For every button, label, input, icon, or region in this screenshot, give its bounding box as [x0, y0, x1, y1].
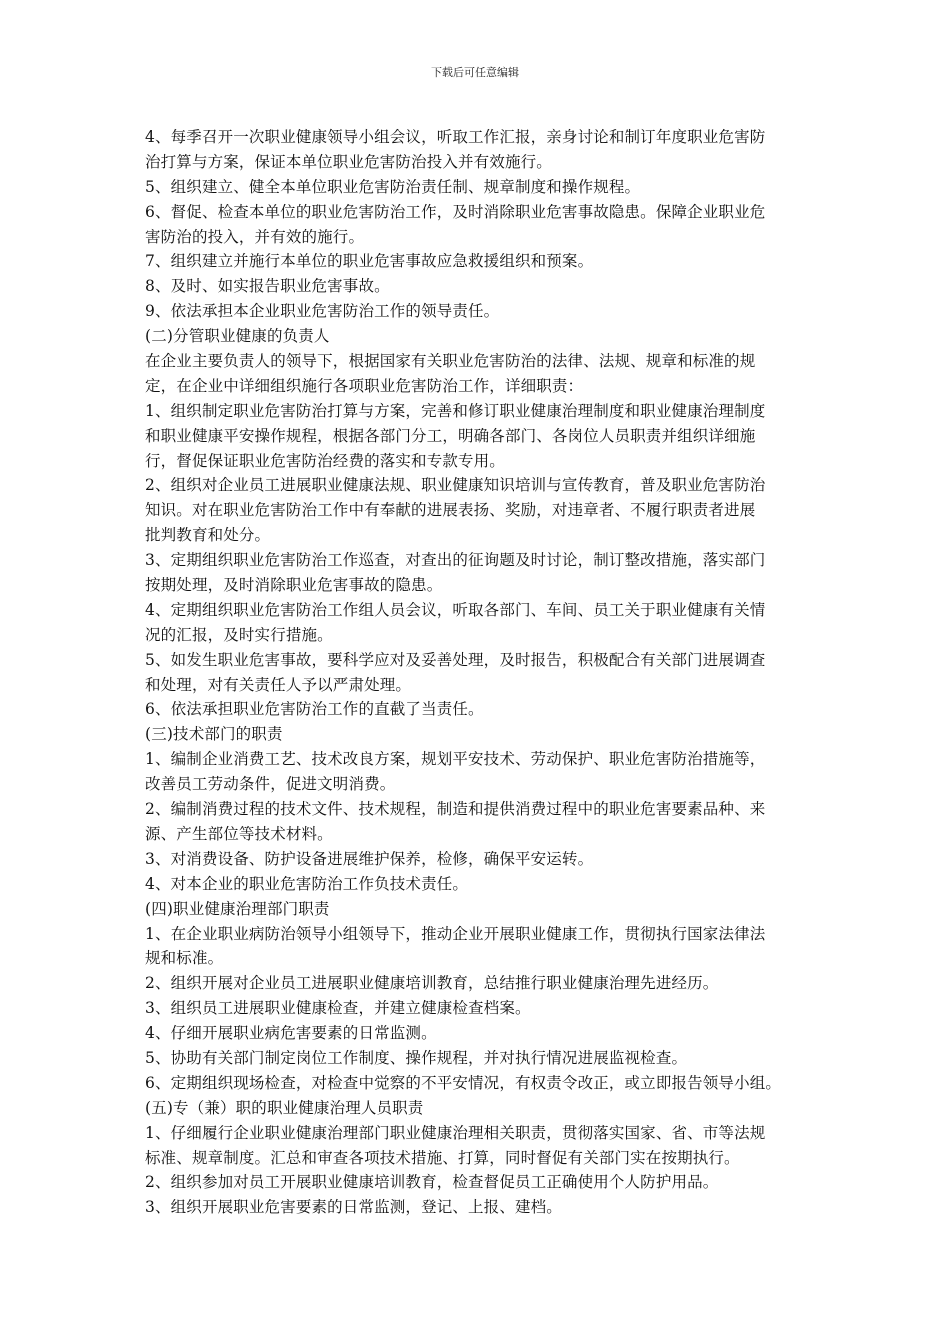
paragraph	[145, 1121, 825, 1171]
text-line: 2、编制消费过程的技术文件、技术规程，制造和提供消费过程中的职业危害要素品种、来	[145, 800, 766, 819]
paragraph	[145, 200, 825, 250]
text-line: 3、组织员工进展职业健康检查，并建立健康检查档案。	[145, 999, 531, 1018]
text-line: 1、在企业职业病防治领导小组领导下，推动企业开展职业健康工作，贯彻执行国家法律法	[145, 924, 766, 943]
paragraph	[145, 598, 825, 648]
paragraph	[145, 971, 825, 996]
text-line: (五)专（兼）职的职业健康治理人员职责	[145, 1098, 424, 1117]
text-line: 2、组织对企业员工进展职业健康法规、职业健康知识培训与宣传教育，普及职业危害防治	[145, 476, 766, 495]
page-header: 下载后可任意编辑	[431, 66, 519, 79]
paragraph	[145, 175, 825, 200]
text-line: 6、督促、检查本单位的职业危害防治工作，及时消除职业危害事故隐患。保障企业职业危	[145, 202, 766, 221]
text-line: (四)职业健康治理部门职责	[145, 899, 330, 918]
text-line: 2、组织开展对企业员工进展职业健康培训教育，总结推行职业健康治理先进经历。	[145, 974, 719, 993]
text-line: 行，督促保证职业危害防治经费的落实和专款专用。	[145, 451, 505, 470]
paragraph	[145, 399, 825, 474]
text-line: 5、协助有关部门制定岗位工作制度、操作规程，并对执行情况进展监视检查。	[145, 1048, 688, 1067]
text-line: 8、及时、如实报告职业危害事故。	[145, 277, 390, 296]
text-line: 3、对消费设备、防护设备进展维护保养，检修，确保平安运转。	[145, 849, 594, 868]
paragraph	[145, 747, 825, 797]
paragraph	[145, 324, 825, 349]
text-line: 和处理，对有关责任人予以严肃处理。	[145, 675, 412, 694]
text-line: 知识。对在职业危害防治工作中有奉献的进展表扬、奖励，对违章者、不履行职责者进展	[145, 501, 756, 520]
paragraph	[145, 1021, 825, 1046]
paragraph	[145, 1170, 825, 1195]
text-line: 2、组织参加对员工开展职业健康培训教育，检查督促员工正确使用个人防护用品。	[145, 1173, 719, 1192]
text-line: 1、组织制定职业危害防治打算与方案，完善和修订职业健康治理制度和职业健康治理制度	[145, 401, 766, 420]
paragraph	[145, 797, 825, 847]
text-line: 况的汇报，及时实行措施。	[145, 625, 333, 644]
text-line: 在企业主要负责人的领导下，根据国家有关职业危害防治的法律、法规、规章和标准的规	[145, 352, 756, 371]
paragraph	[145, 697, 825, 722]
text-line: 5、如发生职业危害事故，要科学应对及妥善处理，及时报告，积极配合有关部门进展调查	[145, 650, 766, 669]
paragraph	[145, 1071, 825, 1096]
paragraph	[145, 249, 825, 274]
text-line: (二)分管职业健康的负责人	[145, 327, 330, 346]
text-line: 7、组织建立并施行本单位的职业危害事故应急救援组织和预案。	[145, 252, 594, 271]
text-line: 和职业健康平安操作规程，根据各部门分工，明确各部门、各岗位人员职责并组织详细施	[145, 426, 756, 445]
text-line: 源、产生部位等技术材料。	[145, 824, 333, 843]
text-line: 按期处理，及时消除职业危害事故的隐患。	[145, 576, 443, 595]
text-line: 规和标准。	[145, 949, 224, 968]
text-line: 批判教育和处分。	[145, 526, 271, 545]
paragraph	[145, 872, 825, 897]
text-line: 3、定期组织职业危害防治工作巡查，对查出的征询题及时讨论，制订整改措施，落实部门	[145, 551, 766, 570]
paragraph	[145, 299, 825, 324]
text-line: (三)技术部门的职责	[145, 725, 283, 744]
text-line: 治打算与方案，保证本单位职业危害防治投入并有效施行。	[145, 152, 552, 171]
paragraph	[145, 349, 825, 399]
text-line: 5、组织建立、健全本单位职业危害防治责任制、规章制度和操作规程。	[145, 177, 641, 196]
paragraph	[145, 1046, 825, 1071]
paragraph	[145, 922, 825, 972]
text-line: 9、依法承担本企业职业危害防治工作的领导责任。	[145, 302, 500, 321]
text-line: 3、组织开展职业危害要素的日常监测，登记、上报、建档。	[145, 1198, 562, 1217]
text-line: 4、每季召开一次职业健康领导小组会议，听取工作汇报，亲身讨论和制订年度职业危害防	[145, 128, 766, 146]
paragraph	[145, 648, 825, 698]
text-line: 害防治的投入，并有效的施行。	[145, 227, 365, 246]
paragraph	[145, 473, 825, 548]
text-line: 6、定期组织现场检查，对检查中觉察的不平安情况，有权责令改正，或立即报告领导小组。	[145, 1073, 782, 1092]
document-body	[145, 125, 825, 1220]
paragraph	[145, 548, 825, 598]
paragraph	[145, 274, 825, 299]
text-line: 标准、规章制度。汇总和审查各项技术措施、打算，同时督促有关部门实在按期执行。	[145, 1148, 740, 1167]
paragraph	[145, 1195, 825, 1220]
paragraph	[145, 897, 825, 922]
text-line: 4、对本企业的职业危害防治工作负技术责任。	[145, 874, 469, 893]
paragraph	[145, 996, 825, 1021]
text-line: 改善员工劳动条件，促进文明消费。	[145, 775, 396, 794]
text-line: 1、仔细履行企业职业健康治理部门职业健康治理相关职责，贯彻落实国家、省、市等法规	[145, 1123, 766, 1142]
paragraph	[145, 847, 825, 872]
text-line: 定，在企业中详细组织施行各项职业危害防治工作，详细职责：	[145, 376, 584, 395]
text-line: 4、仔细开展职业病危害要素的日常监测。	[145, 1024, 437, 1043]
text-line: 6、依法承担职业危害防治工作的直截了当责任。	[145, 700, 484, 719]
paragraph	[145, 722, 825, 747]
text-line: 4、定期组织职业危害防治工作组人员会议，听取各部门、车间、员工关于职业健康有关情	[145, 600, 766, 619]
paragraph	[145, 1096, 825, 1121]
paragraph	[145, 125, 825, 175]
text-line: 1、编制企业消费工艺、技术改良方案，规划平安技术、劳动保护、职业危害防治措施等，	[145, 750, 766, 769]
